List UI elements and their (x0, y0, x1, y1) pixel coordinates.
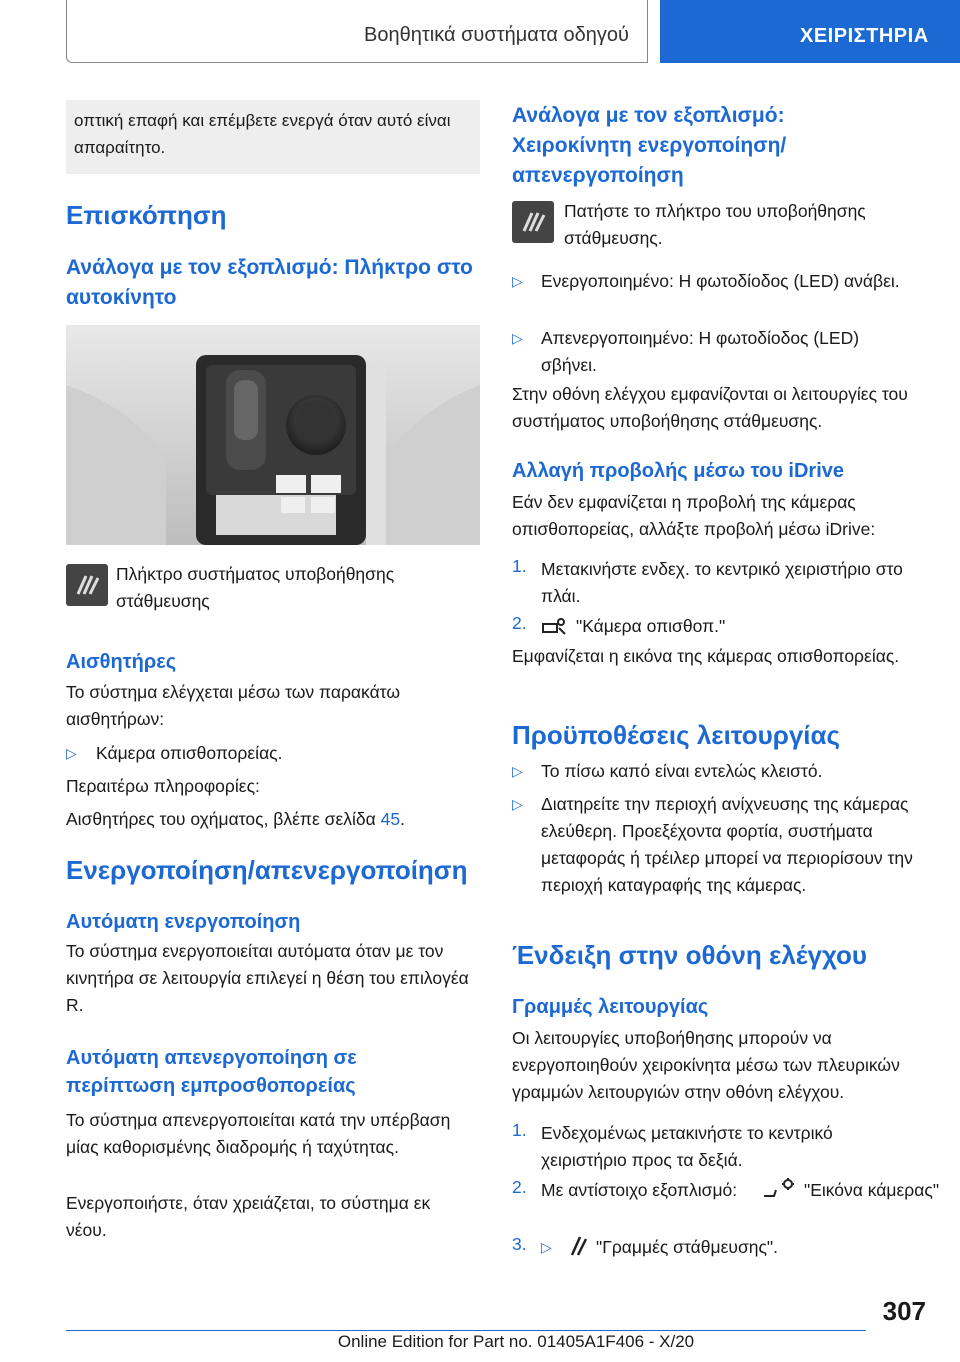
page-number: 307 (882, 1296, 926, 1326)
header-section-title: Βοηθητικά συστήματα οδηγού (364, 24, 629, 46)
overview-heading: Επισκόπηση (66, 200, 227, 230)
bullet-triangle-icon: ▷ (541, 1239, 552, 1255)
footer-edition: Online Edition for Part no. 01405A1F406 - X/20 (337, 1332, 695, 1351)
auto-text: Το σύστημα ενεργοποιείται αυτόματα όταν με τον κινητήρα σε λειτουργία επιλεγεί η θέση του επιλογέα R. (66, 941, 469, 1015)
auto-off-text: Το σύστημα απενεργοποιείται κατά την υπέρβαση μίας καθορισμένης διαδρομής ή ταχύτητας. (66, 1110, 451, 1157)
screen-heading: Ένδειξη στην οθόνη ελέγχου (512, 940, 868, 970)
lines-text: Οι λειτουργίες υποβοήθησης μπορούν να ενεργοποιηθούν χειροκίνητα μέσω των πλευρικών γραμμών λειτουργιών στην οθόνη ελέγχου. (512, 1028, 900, 1102)
sensors-heading: Αισθητήρες (66, 651, 177, 673)
sensors-item: Κάμερα οπισθοπορείας. (96, 743, 283, 763)
button-caption: Πλήκτρο συστήματος υποβοήθησης στάθμευσης (116, 564, 395, 611)
lines-step2-label: "Εικόνα κάμερας" (804, 1180, 940, 1200)
step-number: 3. (512, 1234, 527, 1254)
idrive-step1: Μετακινήστε ενδεχ. το κεντρικό χειριστήριο στο πλάι. (541, 559, 903, 606)
reactivate-text: Ενεργοποιήστε, όταν χρειάζεται, το σύστημα εκ νέου. (66, 1193, 431, 1240)
on-item: Ενεργοποιημένο: Η φωτοδίοδος (LED) ανάβει. (541, 271, 900, 291)
display-text: Στην οθόνη ελέγχου εμφανίζονται οι λειτουργίες του συστήματος υποβοήθησης στάθμευσης. (512, 384, 908, 431)
footer-divider (66, 1330, 866, 1331)
equip-heading: Ανάλογα με τον εξοπλισμό: Πλήκτρο στο αυτοκίνητο (66, 256, 473, 309)
step-number: 2. (512, 1177, 527, 1197)
camera-image-icon (762, 1176, 796, 1205)
step-number: 1. (512, 556, 527, 576)
bullet-triangle-icon: ▷ (512, 273, 523, 289)
idrive-text: Εάν δεν εμφανίζεται η προβολή της κάμερας οπισθοπορείας, αλλάξτε προβολή μέσω iDrive: (512, 492, 876, 539)
sensors-text: Το σύστημα ελέγχεται μέσω των παρακάτω αισθητήρων: (66, 682, 401, 729)
console-photo (66, 325, 480, 545)
lines-step2: Με αντίστοιχο εξοπλισμό: (541, 1180, 738, 1200)
manual-heading: Ανάλογα με τον εξοπλισμό: Χειροκίνητη ενεργοποίηση/απενεργοποίηση (512, 104, 787, 187)
prereq-heading: Προϋποθέσεις λειτουργίας (512, 720, 841, 750)
lines-step1: Ενδεχομένως μετακινήστε το κεντρικό χειριστήριο προς τα δεξιά. (541, 1123, 833, 1170)
activation-heading: Ενεργοποίηση/απενεργοποίηση (66, 855, 468, 885)
auto-heading: Αυτόματη ενεργοποίηση (66, 911, 301, 933)
idrive-heading: Αλλαγή προβολής μέσω του iDrive (512, 460, 845, 482)
camera-icon (541, 614, 567, 643)
auto-off-heading: Αυτόματη απενεργοποίηση σε περίπτωση εμπροσθοπορείας (66, 1047, 357, 1097)
more-info-label: Περαιτέρω πληροφορίες: (66, 776, 260, 796)
header-box (66, 0, 648, 63)
console-illustration (66, 325, 480, 545)
parking-lines-icon (568, 1233, 590, 1262)
parking-assist-button-icon-2 (512, 201, 554, 243)
bullet-triangle-icon: ▷ (512, 330, 523, 346)
header-tab-label: ΧΕΙΡΙΣΤΗΡΙΑ (800, 25, 929, 47)
step-number: 1. (512, 1120, 527, 1140)
off-item: Απενεργοποιημένο: Η φωτοδίοδος (LED) σβήνει. (541, 328, 860, 375)
header-tab[interactable] (660, 0, 960, 63)
bullet-triangle-icon: ▷ (66, 745, 77, 761)
note-box: οπτική επαφή και επέμβετε ενεργά όταν αυτό είναι απαραίτητο. (66, 100, 480, 174)
result-text: Εμφανίζεται η εικόνα της κάμερας οπισθοπορείας. (512, 646, 900, 666)
lines-heading: Γραμμές λειτουργίας (512, 996, 709, 1018)
prereq-item1: Το πίσω καπό είναι εντελώς κλειστό. (541, 761, 823, 781)
parking-assist-button-icon (66, 564, 108, 606)
idrive-step2: "Κάμερα οπισθοπ." (576, 616, 726, 636)
bullet-triangle-icon: ▷ (512, 796, 523, 812)
more-info-ref: Αισθητήρες του οχήματος, βλέπε σελίδα 45. (66, 809, 405, 829)
press-text: Πατήστε το πλήκτρο του υποβοήθησης στάθμευσης. (564, 201, 866, 248)
page-link[interactable]: 45 (380, 809, 401, 829)
bullet-triangle-icon: ▷ (512, 763, 523, 779)
lines-step3: "Γραμμές στάθμευσης". (596, 1237, 778, 1257)
step-number: 2. (512, 613, 527, 633)
prereq-item2: Διατηρείτε την περιοχή ανίχνευσης της κάμερας ελεύθερη. Προεξέχοντα φορτία, συστήματα μεταφοράς ή τρέιλερ μπορεί να περιορίσουν την περιοχή καταγραφής της κάμερας. (541, 794, 913, 895)
